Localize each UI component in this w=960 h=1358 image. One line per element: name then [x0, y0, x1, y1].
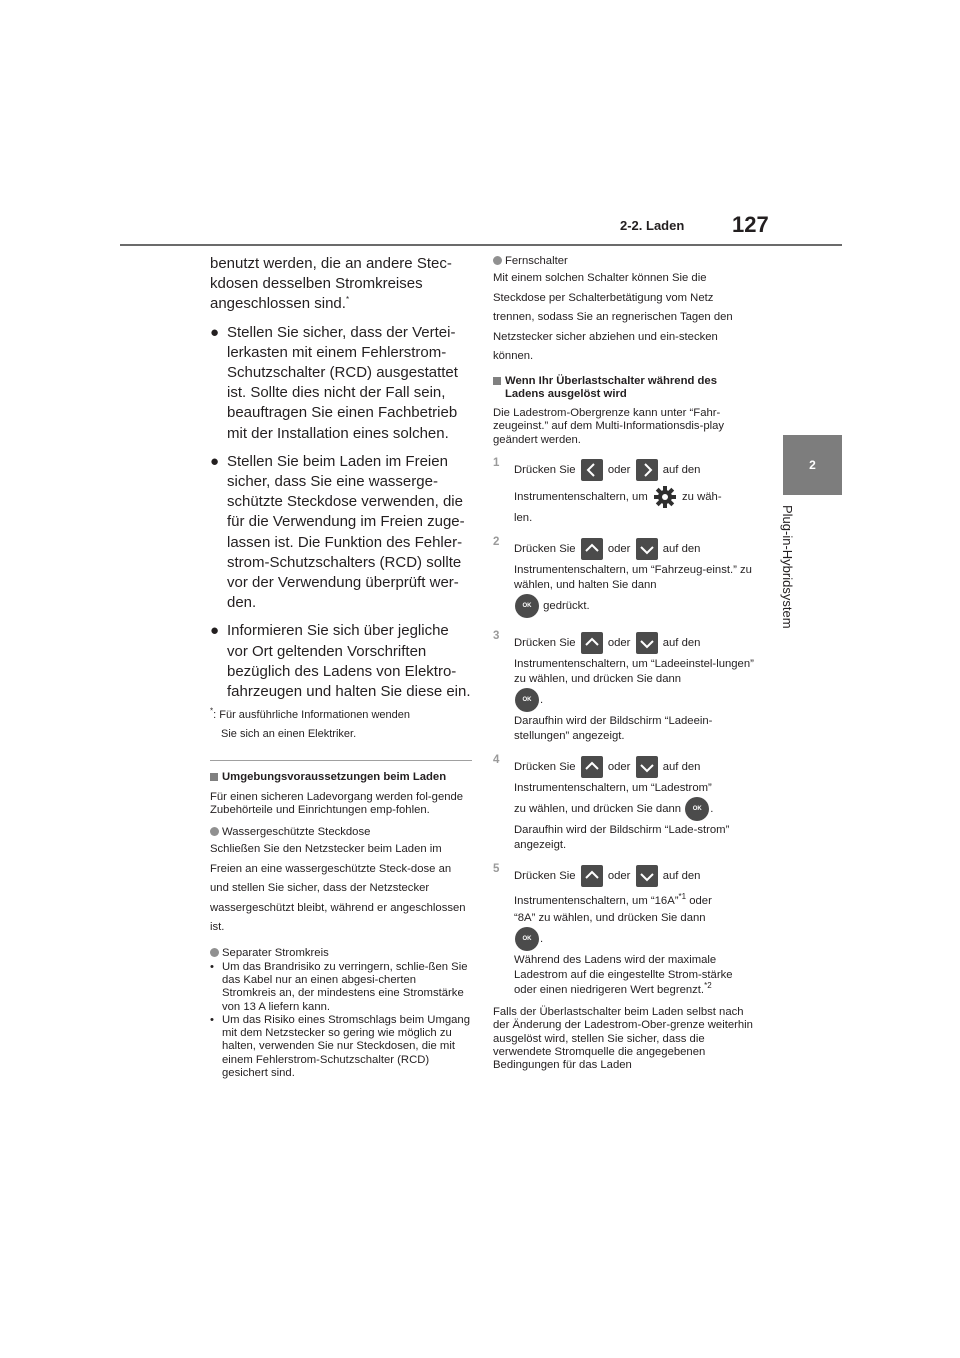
- square-bullet-icon: [210, 773, 218, 781]
- chapter-label: Plug-in-Hybridsystem: [780, 505, 795, 629]
- ok-button-icon: OK: [685, 797, 709, 821]
- step-5: 5 Drücken Sie oder auf den Instrumentenschaltern, um “16A”$^{*1}$ oder “8A” zu wählen, und drücken Sie dann OK . Während des Ladens wird der maximale Ladestrom auf die eingestellte Strom-stärke oder einen niedrigeren Wert begrenzt.$^{*2}$: [493, 862, 733, 996]
- circle-bullet-icon: [493, 256, 502, 265]
- paragraph: Mit einem solchen Schalter können Sie die Steckdose per Schalterbetätigung vom Netz trennen, sodass Sie an regnerischen Tagen den Netzstecker sicher abziehen und ein-stecken können.: [493, 272, 733, 362]
- bullet-item: ● Stellen Sie beim Laden im Freien sicher, dass Sie eine wasserge-schützte Steckdose verwenden, die für die Verwendung im Freien zuge-lassen ist. Die Funktion des Fehler-strom-Schutzschalters (RCD) sollte vor der Verwendung überprüft wer-den.: [210, 452, 472, 614]
- right-arrow-icon: [636, 459, 658, 481]
- step-3: 3 Drücken Sie oder auf den Instrumentenschaltern, um “Ladeeinstel-lungen” zu wählen, und drücken Sie dann OK . Daraufhin wird der Bildschirm “Ladeein-stellungen” angezeigt.: [493, 629, 754, 742]
- page-number: 127: [732, 212, 769, 237]
- right-column: [493, 254, 755, 1072]
- circle-bullet-icon: [210, 827, 219, 836]
- up-arrow-icon: [581, 538, 603, 560]
- square-bullet-icon: [493, 377, 501, 385]
- bullet-item: ● Informieren Sie sich über jegliche vor Ort geltenden Vorschriften bezüglich des Ladens von Elektro-fahrzeugen und halten Sie diese ein.: [210, 621, 472, 702]
- bullet-dot-icon: ●: [210, 323, 220, 341]
- footnote: *: Für ausführliche Informationen wenden Sie sich an einen Elektriker.: [210, 706, 411, 741]
- up-arrow-icon: [581, 756, 603, 778]
- section-intro: Die Ladestrom-Obergrenze kann unter “Fahr-zeugeinst.” auf dem Multi-Informationsdis-play geändert werden.: [493, 407, 725, 446]
- up-arrow-icon: [581, 865, 603, 887]
- section-heading: Wenn Ihr Überlastschalter während des Ladens ausgelöst wird: [493, 375, 755, 402]
- section-divider: [210, 760, 472, 761]
- section-title: 2-2. Laden: [620, 218, 685, 233]
- ok-button-icon: OK: [515, 927, 539, 951]
- subheading: Separater Stromkreis: [210, 946, 472, 961]
- down-arrow-icon: [636, 632, 658, 654]
- down-arrow-icon: [636, 865, 658, 887]
- ok-button-icon: OK: [515, 688, 539, 712]
- step-4: 4 Drücken Sie oder auf den Instrumentenschaltern, um “Ladestrom” zu wählen, und drücken Sie dann OK . Daraufhin wird der Bildschirm “Lade-strom” angezeigt.: [493, 753, 730, 851]
- subheading: Fernschalter: [493, 254, 755, 269]
- step-2: 2 Drücken Sie oder auf den Instrumentenschaltern, um “Fahrzeug-einst.” zu wählen, und halten Sie dann OK gedrückt.: [493, 536, 755, 620]
- closing-paragraph: Falls der Überlastschalter beim Laden selbst nach der Änderung der Ladestrom-Ober-grenze weiterhin ausgelöst wird, stellen Sie sicher, dass die verwendete Stromquelle die angegebenen Bedingungen für das Laden: [493, 1005, 753, 1072]
- paragraph: Schließen Sie den Netzstecker beim Laden im Freien an eine wassergeschützte Steck-dose an und stellen Sie sicher, dass der Netzstecker wassergeschützt bleibt, während er angeschlossen ist.: [210, 843, 466, 934]
- ok-button-icon: OK: [515, 594, 539, 618]
- up-arrow-icon: [581, 632, 603, 654]
- bullet-dot-icon: ●: [210, 622, 220, 640]
- gear-icon: [653, 485, 677, 509]
- down-arrow-icon: [636, 538, 658, 560]
- section-intro: Für einen sicheren Ladevorgang werden fol-gende Zubehörteile und Einrichtungen emp-fohlen.: [210, 790, 464, 816]
- step-1: 1 Drücken Sie oder auf den Instrumentenschaltern, um zu wäh- len.: [493, 456, 722, 524]
- bullet-item: ● Stellen Sie sicher, dass der Vertei-lerkasten mit einem Fehlerstrom-Schutzschalter (RCD) ausgestattet ist. Sollte dies nicht der Fall sein, beauftragen Sie einen Fachbetrieb mit der Installation eines solchen.: [210, 323, 472, 444]
- down-arrow-icon: [636, 756, 658, 778]
- bullet-dot-icon: ●: [210, 452, 220, 470]
- list-item: • Um das Brandrisiko zu verringern, schlie-ßen Sie das Kabel nur an einen abgesi-cherten Stromkreis an, der mindestens eine Stromstärke von 13 A liefern kann.: [210, 960, 468, 1013]
- section-heading: Umgebungsvoraussetzungen beim Laden: [210, 771, 472, 784]
- list-item: • Um das Risiko eines Stromschlags beim Umgang mit dem Netzstecker so gering wie möglich zu halten, verwenden Sie nur Steckdosen, die mit einem Fehlerstrom-Schutzschalter (RCD) gesichert sind.: [210, 1013, 470, 1080]
- left-column: [210, 254, 472, 1080]
- continuation-text: benutzt werden, die an andere Stec-kdosen desselben Stromkreises angeschlossen sind.*: [210, 255, 452, 313]
- left-arrow-icon: [581, 459, 603, 481]
- chapter-tab: 2: [783, 435, 842, 495]
- circle-bullet-icon: [210, 948, 219, 957]
- header-rule: [120, 244, 842, 246]
- subheading: Wassergeschützte Steckdose: [210, 825, 472, 840]
